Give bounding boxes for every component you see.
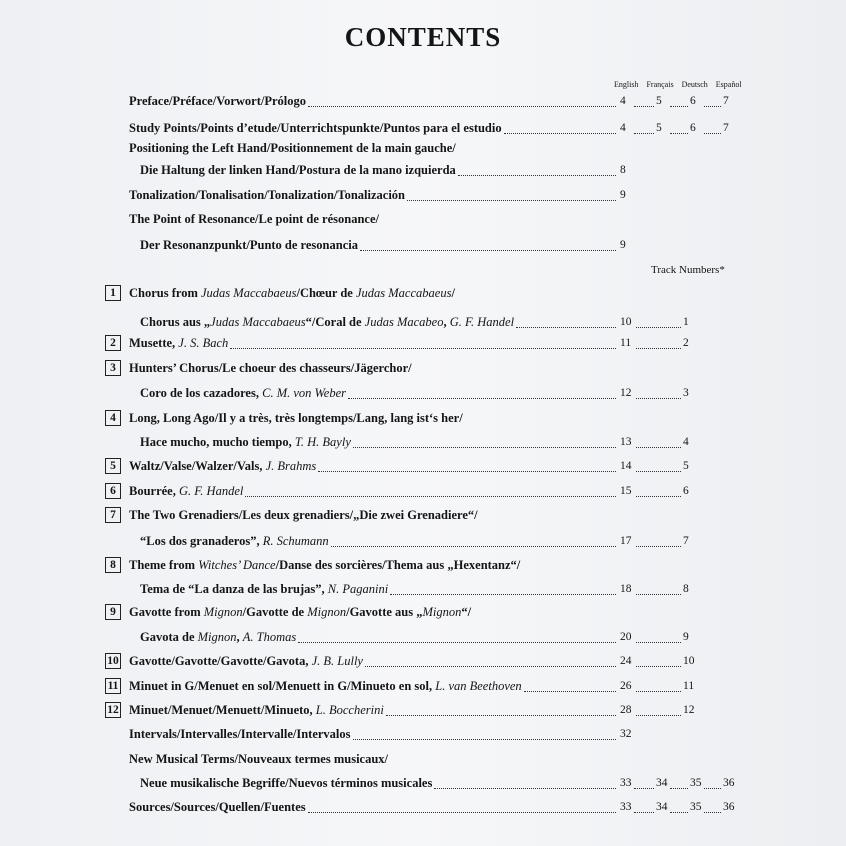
track-number: 4 [683,436,689,448]
dot-leader [353,446,616,448]
dot-leader [704,811,721,813]
entry-title: Long, Long Ago/Il y a très, très longtemps/Lang, lang ist‘s her/ [129,411,463,425]
dot-leader [636,641,681,643]
dot-leader [704,105,721,107]
entry-title: Waltz/Valse/Walzer/Vals, J. Brahms [129,459,317,473]
toc-row [0,334,846,352]
page-number: 33 [620,801,632,813]
track-number: 10 [683,655,695,667]
track-number-box: 2 [105,335,121,351]
dot-leader [298,641,616,643]
toc-row [0,313,846,331]
page-number: 4 [620,122,626,134]
toc-row [0,119,846,137]
dot-leader [636,347,681,349]
entry-title: Intervals/Intervalles/Intervalle/Intervalos [129,727,351,741]
dot-leader [407,199,616,201]
toc-row [0,210,846,228]
dot-leader [386,714,616,716]
entry-title: Chorus aus „Judas Maccabaeus“/Coral de Judas Macabeo, G. F. Handel [140,315,515,329]
page-number: 10 [620,316,632,328]
toc-row [0,506,846,524]
page-number: 11 [620,337,632,349]
track-number: 5 [683,460,689,472]
track-number: 2 [683,337,689,349]
track-number-box: 3 [105,360,121,376]
entry-title: Tema de “La danza de las brujas”, N. Paganini [140,582,389,596]
dot-leader [365,665,616,667]
lang-french: Français [646,80,674,89]
dot-leader [524,690,616,692]
toc-row [0,284,846,302]
entry-title: Die Haltung der linken Hand/Postura de la mano izquierda [140,163,456,177]
page-number: 5 [656,95,662,107]
dot-leader [670,787,688,789]
toc-row [0,725,846,743]
page-number: 7 [723,95,729,107]
entry-title: Gavotte from Mignon/Gavotte de Mignon/Gavotte aus „Mignon“/ [129,605,472,619]
dot-leader [331,545,616,547]
page-number: 20 [620,631,632,643]
dot-leader [636,545,681,547]
dot-leader [390,593,616,595]
track-number-box: 6 [105,483,121,499]
track-number-box: 11 [105,678,121,694]
entry-title: The Point of Resonance/Le point de résonance/ [129,212,379,226]
lang-english: English [614,80,639,89]
dot-leader [636,665,681,667]
track-number-box: 9 [105,604,121,620]
page-number: 12 [620,387,632,399]
page-number: 5 [656,122,662,134]
dot-leader [230,347,616,349]
dot-leader [670,105,688,107]
track-number-box: 10 [105,653,121,669]
entry-title: Gavota de Mignon, A. Thomas [140,630,297,644]
entry-title: Hunters’ Chorus/Le choeur des chasseurs/Jägerchor/ [129,361,412,375]
dot-leader [636,470,681,472]
toc-row [0,433,846,451]
entry-title: Theme from Witches’ Dance/Danse des sorcières/Thema aus „Hexentanz“/ [129,558,521,572]
toc-row [0,482,846,500]
toc-row [0,677,846,695]
entry-title: “Los dos granaderos”, R. Schumann [140,534,329,548]
entry-title: Preface/Préface/Vorwort/Prólogo [129,94,306,108]
track-number-box: 12 [105,702,121,718]
toc-row [0,750,846,768]
dot-leader [704,787,721,789]
entry-title: Musette, J. S. Bach [129,336,229,350]
track-number: 12 [683,704,695,716]
entry-title: Bourrée, G. F. Handel [129,484,244,498]
entry-title: Coro de los cazadores, C. M. von Weber [140,386,347,400]
lang-german: Deutsch [681,80,708,89]
dot-leader [360,249,616,251]
toc-row [0,628,846,646]
dot-leader [634,811,654,813]
toc-row [0,556,846,574]
track-number-box: 8 [105,557,121,573]
dot-leader [634,105,654,107]
entry-title: Chorus from Judas Maccabaeus/Chœur de Judas Maccabaeus/ [129,286,455,300]
page-number: 15 [620,485,632,497]
track-number: 9 [683,631,689,643]
toc-row [0,236,846,254]
dot-leader [308,105,616,107]
dot-leader [504,132,616,134]
toc-row [0,652,846,670]
page-number: 34 [656,801,668,813]
language-headers [614,80,748,89]
track-number: 6 [683,485,689,497]
dot-leader [636,326,681,328]
track-number: 11 [683,680,695,692]
toc-row [0,701,846,719]
track-number-box: 1 [105,285,121,301]
page-title: CONTENTS [344,22,502,52]
toc-row [0,580,846,598]
page-number: 36 [723,801,735,813]
dot-leader [308,811,616,813]
dot-leader [636,714,681,716]
page-number: 18 [620,583,632,595]
page-number: 17 [620,535,632,547]
page-number: 14 [620,460,632,472]
entry-title: Minuet in G/Menuet en sol/Menuett in G/Minueto en sol, L. van Beethoven [129,679,522,693]
dot-leader [458,174,616,176]
entry-title: Der Resonanzpunkt/Punto de resonancia [140,238,358,252]
page-number: 36 [723,777,735,789]
entry-title: The Two Grenadiers/Les deux grenadiers/„Die zwei Grenadiere“/ [129,508,478,522]
toc-row [0,409,846,427]
page-number: 9 [620,189,626,201]
toc-row [0,359,846,377]
page-number: 6 [690,122,696,134]
dot-leader [636,593,681,595]
toc-row [0,603,846,621]
track-numbers-header: Track Numbers* [651,264,725,276]
dot-leader [670,811,688,813]
page-number: 24 [620,655,632,667]
dot-leader [318,470,616,472]
track-number-box: 4 [105,410,121,426]
entry-title: Neue musikalische Begriffe/Nuevos términos musicales [140,776,433,790]
entry-title: Gavotte/Gavotte/Gavotte/Gavota, J. B. Lully [129,654,363,668]
dot-leader [245,495,616,497]
dot-leader [636,495,681,497]
dot-leader [516,326,616,328]
toc-row [0,774,846,792]
entry-title: New Musical Terms/Nouveaux termes musicaux/ [129,752,389,766]
page-number: 28 [620,704,632,716]
page-number: 4 [620,95,626,107]
dot-leader [348,397,616,399]
page-number: 26 [620,680,632,692]
toc-row [0,384,846,402]
dot-leader [636,446,681,448]
page-number: 7 [723,122,729,134]
entry-title: Study Points/Points d’etude/Unterrichtspunkte/Puntos para el estudio [129,121,502,135]
lang-spanish: Español [715,80,742,89]
page-number: 33 [620,777,632,789]
toc-row [0,92,846,110]
toc-row [0,532,846,550]
dot-leader [634,787,654,789]
dot-leader [704,132,721,134]
page-number: 32 [620,728,632,740]
entry-title: Tonalization/Tonalisation/Tonalization/Tonalización [129,188,406,202]
track-number: 1 [683,316,689,328]
toc-row [0,161,846,179]
dot-leader [636,690,681,692]
track-number-box: 5 [105,458,121,474]
page-number: 35 [690,777,702,789]
dot-leader [353,738,616,740]
toc-row [0,186,846,204]
track-number-box: 7 [105,507,121,523]
toc-row [0,139,846,157]
toc-row [0,457,846,475]
page-number: 35 [690,801,702,813]
dot-leader [434,787,616,789]
page-number: 34 [656,777,668,789]
toc-row [0,798,846,816]
track-number: 3 [683,387,689,399]
entry-title: Positioning the Left Hand/Positionnement de la main gauche/ [129,141,456,155]
page-number: 9 [620,239,626,251]
dot-leader [670,132,688,134]
entry-title: Minuet/Menuet/Menuett/Minueto, L. Boccherini [129,703,384,717]
track-number: 8 [683,583,689,595]
page-number: 8 [620,164,626,176]
track-number: 7 [683,535,689,547]
page-number: 6 [690,95,696,107]
dot-leader [636,397,681,399]
page-number: 13 [620,436,632,448]
dot-leader [634,132,654,134]
entry-title: Sources/Sources/Quellen/Fuentes [129,800,306,814]
entry-title: Hace mucho, mucho tiempo, T. H. Bayly [140,435,351,449]
